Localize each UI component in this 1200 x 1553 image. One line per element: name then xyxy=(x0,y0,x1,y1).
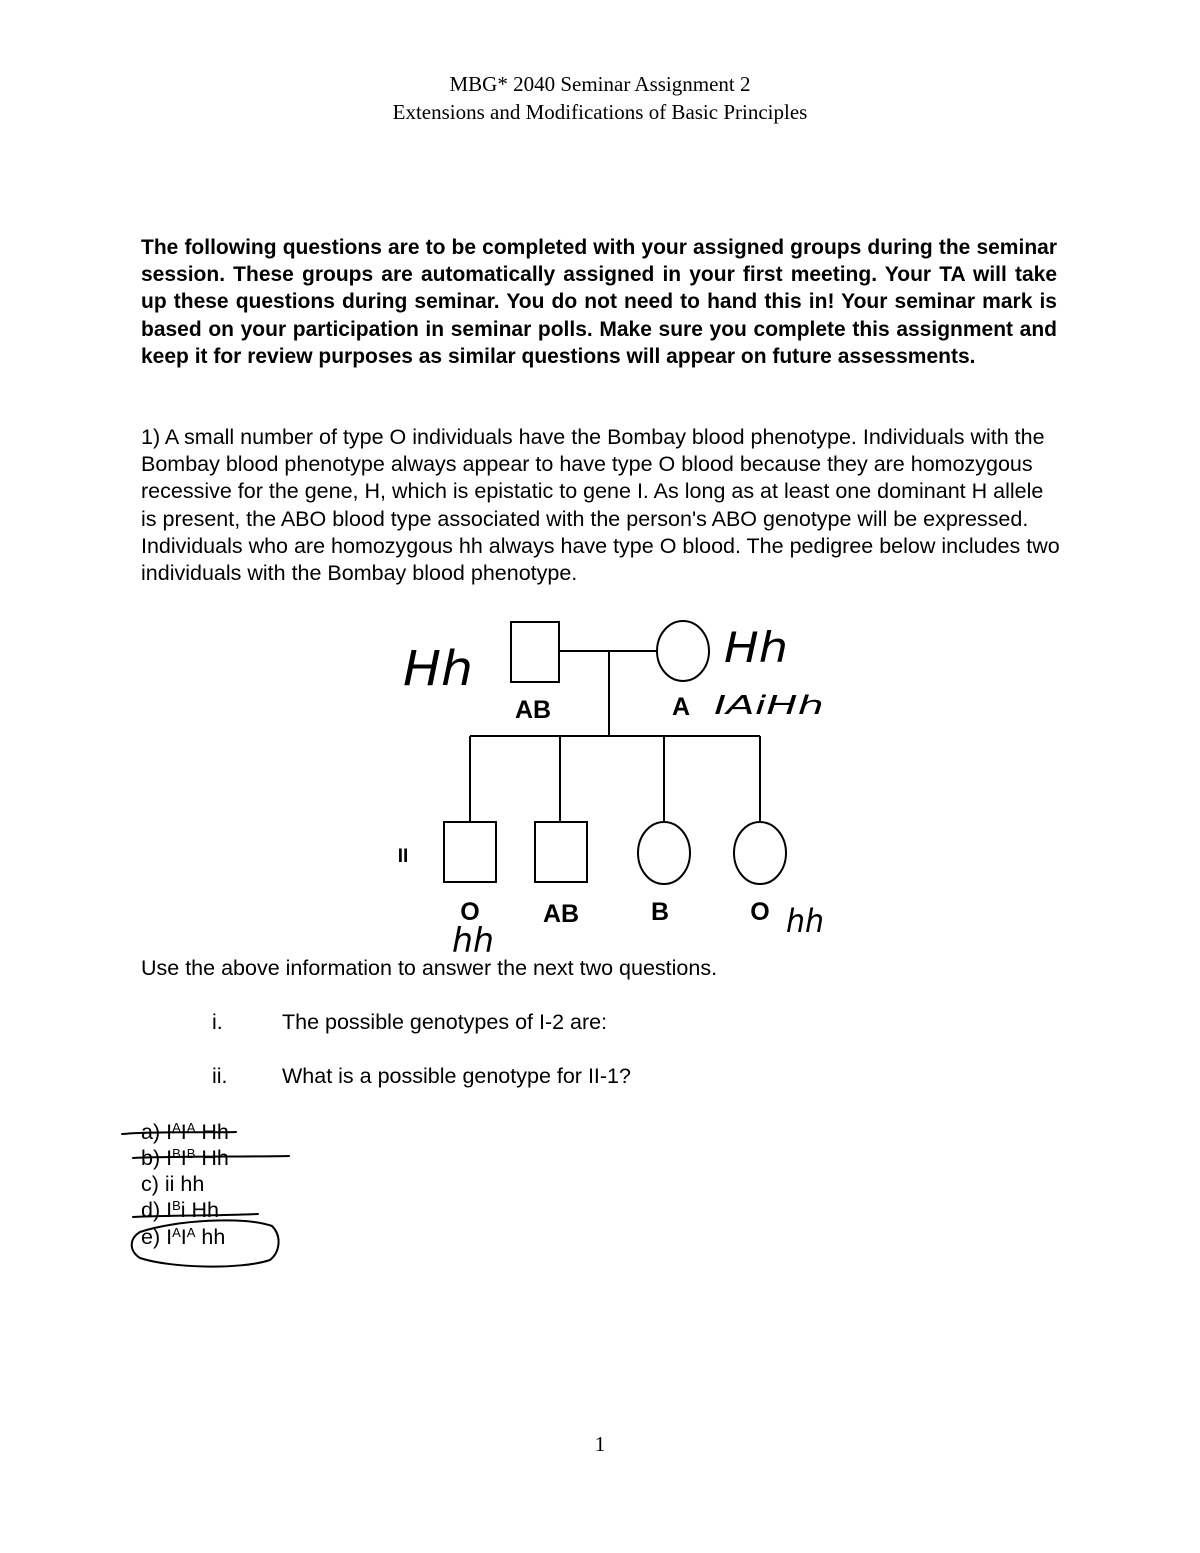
answer-option-e[interactable]: e) $I^AI^A$ hh xyxy=(141,1225,226,1249)
pedigree-generation-label: II xyxy=(397,846,409,867)
pedigree-child-3-phenotype: B xyxy=(650,898,670,926)
instruction-line: Use the above information to answer the next two questions. xyxy=(141,956,718,980)
handwritten-father-genotype: Hh xyxy=(403,641,473,697)
pedigree-child-1-phenotype: O xyxy=(460,898,480,926)
instructions-paragraph: The following questions are to be completed with your assigned groups during the seminar session. These groups are automatically assigned in your first meeting. Your TA will take up these questions during seminar. You do not need to hand this in! Your seminar mark is based on your participation in seminar polls. Make sure you complete this assignment and keep it for review purposes as similar questions will appear on future assessments. xyxy=(141,236,1057,368)
answer-option-b[interactable]: b) $I^BI^B$ Hh xyxy=(141,1146,229,1170)
sub-question-number: i. xyxy=(212,1010,223,1034)
pedigree-child-4-circle xyxy=(734,822,786,884)
document-title: MBG* 2040 Seminar Assignment 2 xyxy=(449,72,751,96)
pedigree-child-1-square xyxy=(444,822,496,882)
sub-question-number: ii. xyxy=(212,1064,228,1088)
handwritten-child-4-genotype: hh xyxy=(786,902,824,940)
handwritten-mother-genotype: Hh xyxy=(724,623,788,672)
pedigree-chart xyxy=(0,600,1200,960)
handwritten-child-1-genotype: hh xyxy=(452,921,494,960)
pedigree-mother-phenotype: A xyxy=(671,693,691,721)
answer-option-d[interactable]: d) $I^Bi$ Hh xyxy=(141,1198,219,1222)
pedigree-child-2-square xyxy=(535,822,587,882)
pedigree-father-square xyxy=(511,622,559,682)
pedigree-child-4-phenotype: O xyxy=(750,898,770,926)
question-1-text: 1) A small number of type O individuals have the Bombay blood phenotype. Individuals with the Bombay blood phenotype always appear to have type O blood because they are homozygous recessive for the gene, H, which is epistatic to gene I. As long as at least one dominant H allele is present, the ABO blood type associated with the person's ABO genotype will be expressed. Individuals who are homozygous hh always have type O blood. The pedigree below includes two individuals with the Bombay blood phenotype. xyxy=(141,425,1060,586)
pedigree-child-3-circle xyxy=(638,822,690,884)
sub-question-text: What is a possible genotype for II-1? xyxy=(282,1064,631,1088)
pedigree-mother-circle xyxy=(657,621,709,681)
sub-question-text: The possible genotypes of I-2 are: xyxy=(282,1010,608,1034)
answer-option-c[interactable]: c) ii hh xyxy=(141,1172,205,1196)
question-1 xyxy=(141,424,1061,587)
pedigree-father-phenotype: AB xyxy=(514,696,552,724)
answer-option-a[interactable]: a) $I^AI^A$ Hh xyxy=(141,1120,229,1144)
pedigree-child-2-phenotype: AB xyxy=(542,900,580,928)
document-subtitle: Extensions and Modifications of Basic Principles xyxy=(392,100,808,124)
page-number: 1 xyxy=(594,1432,606,1456)
handwritten-mother-full-genotype: IAiHh xyxy=(714,691,824,721)
